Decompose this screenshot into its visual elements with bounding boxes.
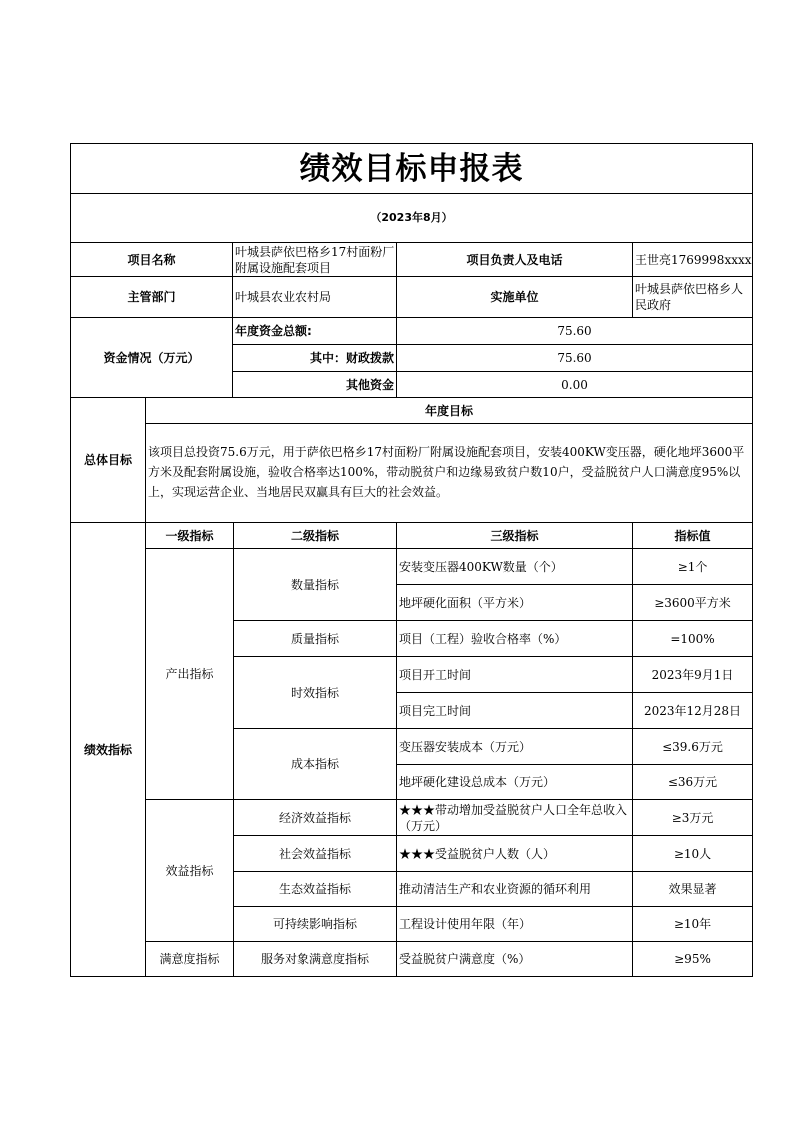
level2-quality: 质量指标 (233, 620, 397, 657)
level3-cell: 项目（工程）验收合格率（%） (396, 620, 633, 657)
report-date: （2023年8月） (70, 193, 753, 243)
level1-output: 产出指标 (145, 548, 234, 800)
level3-cell: 项目开工时间 (396, 656, 633, 693)
indicator-value: ≥10人 (632, 835, 753, 872)
level3-cell: 地坪硬化面积（平方米） (396, 584, 633, 621)
level2-social: 社会效益指标 (233, 835, 397, 872)
indicator-value: 2023年9月1日 (632, 656, 753, 693)
indicator-value: ≤36万元 (632, 764, 753, 800)
header-value: 指标值 (632, 522, 753, 549)
level2-sustainable: 可持续影响指标 (233, 906, 397, 942)
header-level2: 二级指标 (233, 522, 397, 549)
level2-economic: 经济效益指标 (233, 799, 397, 836)
level3-cell: ★★★带动增加受益脱贫户人口全年总收入（万元） (396, 799, 633, 836)
level2-timeliness: 时效指标 (233, 656, 397, 729)
level3-cell: 受益脱贫户满意度（%） (396, 941, 633, 977)
performance-indicators-label: 绩效指标 (70, 522, 146, 977)
level3-cell: 地坪硬化建设总成本（万元） (396, 764, 633, 800)
project-name-label: 项目名称 (70, 242, 233, 277)
funds-fiscal-value: 75.60 (396, 344, 753, 372)
form-title: 绩效目标申报表 (70, 143, 753, 194)
level2-service-satisfaction: 服务对象满意度指标 (233, 941, 397, 977)
annual-target-header: 年度目标 (145, 397, 753, 424)
unit-label: 实施单位 (396, 276, 633, 318)
dept-label: 主管部门 (70, 276, 233, 318)
project-name-value: 叶城县萨依巴格乡17村面粉厂附属设施配套项目 (232, 242, 397, 277)
indicator-value: 2023年12月28日 (632, 692, 753, 729)
indicator-value: ≥3万元 (632, 799, 753, 836)
level3-cell: 工程设计使用年限（年） (396, 906, 633, 942)
level1-benefit: 效益指标 (145, 799, 234, 942)
level2-cost: 成本指标 (233, 728, 397, 800)
level2-ecological: 生态效益指标 (233, 871, 397, 907)
level1-satisfaction: 满意度指标 (145, 941, 234, 977)
indicator-value: ≥10年 (632, 906, 753, 942)
level3-cell: ★★★受益脱贫户人数（人） (396, 835, 633, 872)
level2-quantity: 数量指标 (233, 548, 397, 621)
indicator-value: ≥3600平方米 (632, 584, 753, 621)
level3-cell: 项目完工时间 (396, 692, 633, 729)
level3-cell: 推动清洁生产和农业资源的循环利用 (396, 871, 633, 907)
project-contact-value: 王世亮1769998xxxx (632, 242, 753, 277)
header-level1: 一级指标 (145, 522, 234, 549)
level3-cell: 变压器安装成本（万元） (396, 728, 633, 765)
funds-total-label: 年度资金总额: (232, 317, 397, 345)
indicator-value: ≥1个 (632, 548, 753, 585)
dept-value: 叶城县农业农村局 (232, 276, 397, 318)
funds-total-value: 75.60 (396, 317, 753, 345)
funds-other-value: 0.00 (396, 371, 753, 398)
header-level3: 三级指标 (396, 522, 633, 549)
indicator-value: ≤39.6万元 (632, 728, 753, 765)
annual-target-text: 该项目总投资75.6万元，用于萨依巴格乡17村面粉厂附属设施配套项目，安装400KW变压器，硬化地坪3600平方米及配套附属设施，验收合格率达100%，带动脱贫户和边缘易致贫户数10户，受益脱贫户人口满意度95%以上，实现运营企业、当地居民双赢具有巨大的社会效益。 (145, 423, 753, 523)
funds-other-label: 其他资金 (232, 371, 397, 398)
funds-fiscal-label: 其中：财政拨款 (232, 344, 397, 372)
indicator-value: =100% (632, 620, 753, 657)
overall-target-label: 总体目标 (70, 397, 146, 523)
indicator-value: ≥95% (632, 941, 753, 977)
unit-value: 叶城县萨依巴格乡人民政府 (632, 276, 753, 318)
level3-cell: 安装变压器400KW数量（个） (396, 548, 633, 585)
funds-label: 资金情况（万元） (70, 317, 233, 398)
indicator-value: 效果显著 (632, 871, 753, 907)
project-contact-label: 项目负责人及电话 (396, 242, 633, 277)
